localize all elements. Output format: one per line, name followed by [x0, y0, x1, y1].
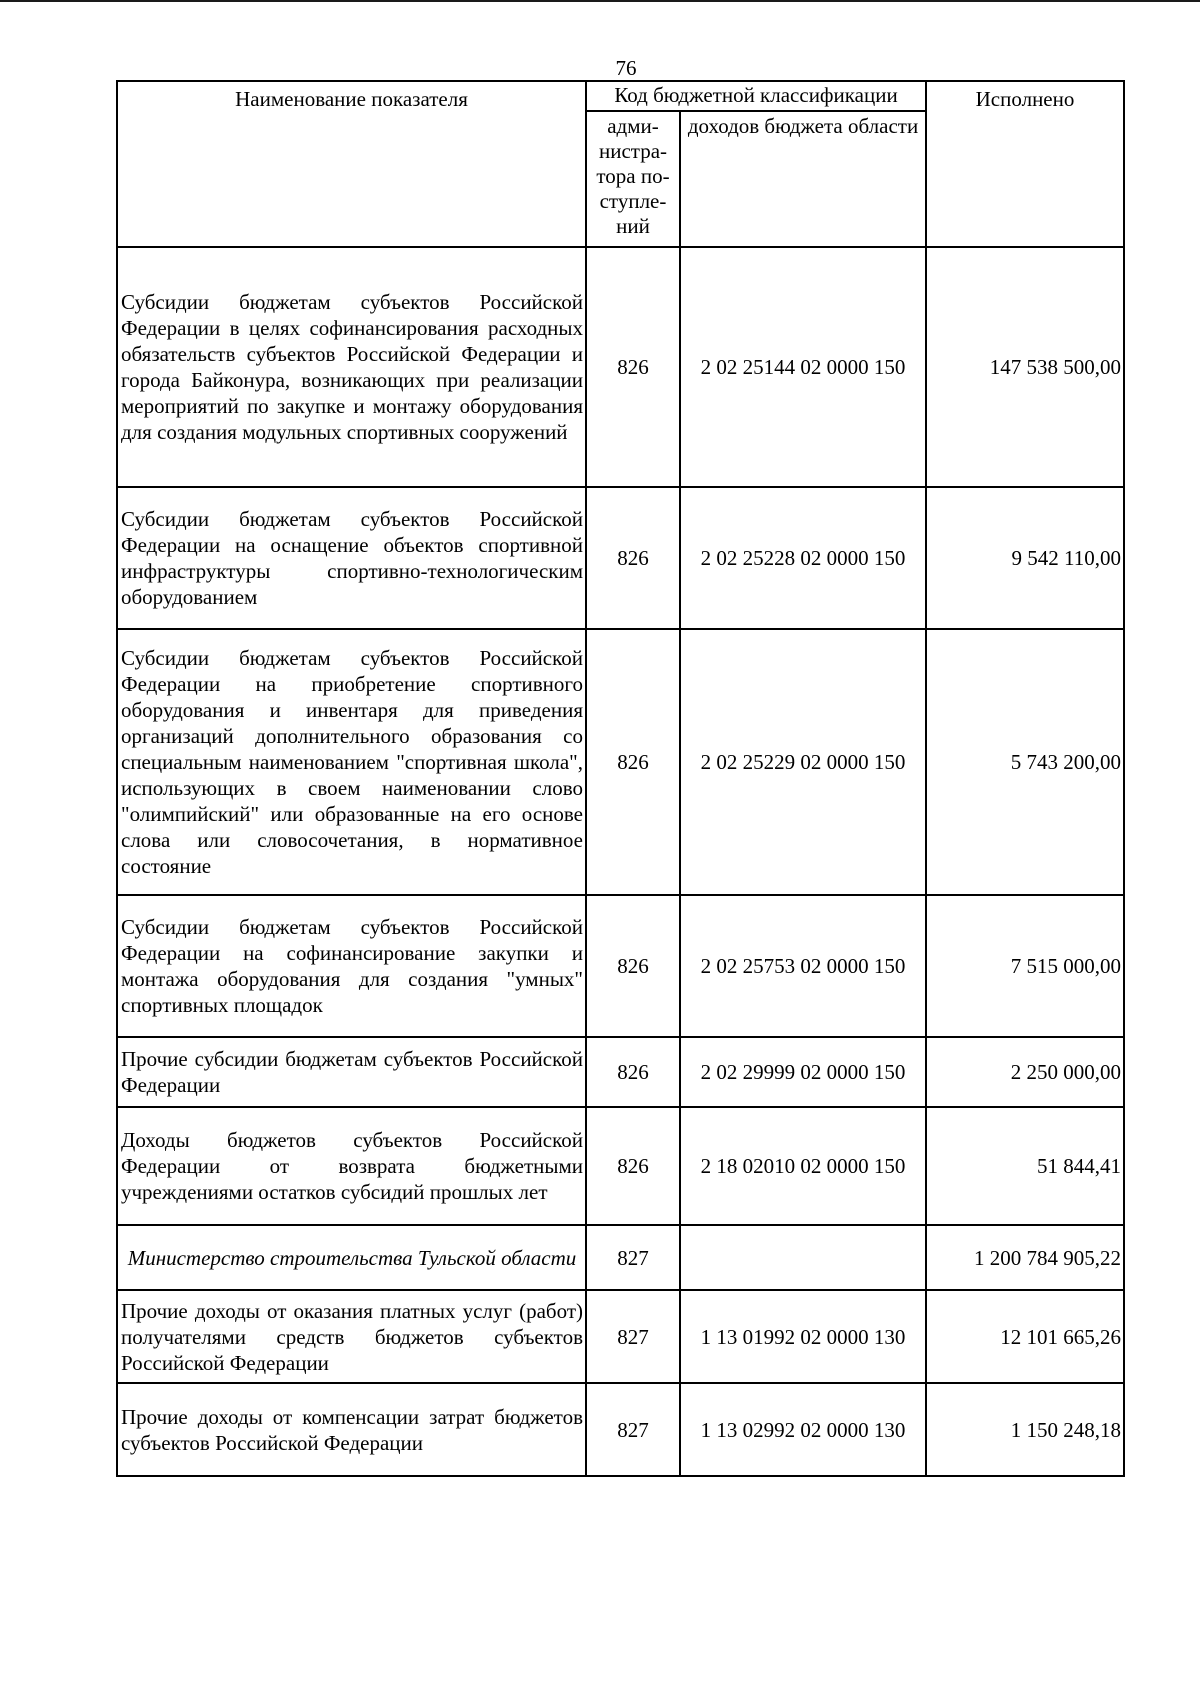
table-row [117, 247, 1124, 487]
row-classification-code: 2 02 25753 02 0000 150 [680, 895, 926, 1037]
table-row [117, 1290, 1124, 1383]
row-indicator-name: Субсидии бюджетам субъектов Российской Федерации на оснащение объектов спортивной инфраструктуры спортивно-технологическим оборудованием [117, 487, 586, 629]
row-administrator-code: 826 [586, 1107, 680, 1225]
row-classification-code: 2 02 25229 02 0000 150 [680, 629, 926, 895]
header-indicator-name: Наименование показателя [117, 81, 586, 247]
table-row-ministry [117, 1225, 1124, 1290]
row-indicator-name: Доходы бюджетов субъектов Российской Федерации от возврата бюджетными учреждениями остатков субсидий прошлых лет [117, 1107, 586, 1225]
row-executed-amount: 1 150 248,18 [926, 1383, 1124, 1476]
row-classification-code: 2 02 29999 02 0000 150 [680, 1037, 926, 1107]
row-administrator-code: 827 [586, 1290, 680, 1383]
page-top-border [0, 0, 1200, 2]
row-executed-amount: 7 515 000,00 [926, 895, 1124, 1037]
header-administrator: адми-нистра-тора по-ступле-ний [586, 111, 680, 247]
row-indicator-name: Субсидии бюджетам субъектов Российской Федерации на приобретение спортивного оборудования и инвентаря для приведения организаций дополнительного образования со специальным наименованием "спортивная школа", использующих в своем наименовании слово "олимпийский" или образованные на его основе слова или словосочетания, в нормативное состояние [117, 629, 586, 895]
row-executed-amount: 2 250 000,00 [926, 1037, 1124, 1107]
row-executed-amount: 51 844,41 [926, 1107, 1124, 1225]
row-administrator-code: 826 [586, 895, 680, 1037]
row-classification-code [680, 1225, 926, 1290]
row-administrator-code: 826 [586, 629, 680, 895]
budget-income-table [116, 80, 1125, 1477]
row-ministry-name: Министерство строительства Тульской области [117, 1225, 586, 1290]
row-indicator-name: Прочие доходы от оказания платных услуг (работ) получателями средств бюджетов субъектов Российской Федерации [117, 1290, 586, 1383]
header-classification-code: Код бюджетной классификации [586, 81, 926, 111]
table-row [117, 1037, 1124, 1107]
header-region-income: доходов бюджета области [680, 111, 926, 247]
row-executed-amount: 5 743 200,00 [926, 629, 1124, 895]
header-executed: Исполнено [926, 81, 1124, 247]
table-row [117, 629, 1124, 895]
row-administrator-code: 826 [586, 1037, 680, 1107]
row-administrator-code: 826 [586, 247, 680, 487]
header-row-top [117, 81, 1124, 111]
row-indicator-name: Прочие доходы от компенсации затрат бюджетов субъектов Российской Федерации [117, 1383, 586, 1476]
table-row [117, 487, 1124, 629]
row-administrator-code: 826 [586, 487, 680, 629]
row-classification-code: 2 02 25228 02 0000 150 [680, 487, 926, 629]
table-header [117, 81, 1124, 247]
row-indicator-name: Субсидии бюджетам субъектов Российской Федерации на софинансирование закупки и монтажа оборудования для создания "умных" спортивных площадок [117, 895, 586, 1037]
row-indicator-name: Прочие субсидии бюджетам субъектов Российской Федерации [117, 1037, 586, 1107]
row-executed-amount: 12 101 665,26 [926, 1290, 1124, 1383]
row-indicator-name: Субсидии бюджетам субъектов Российской Федерации в целях софинансирования расходных обязательств субъектов Российской Федерации и города Байконура, возникающих при реализации мероприятий по закупке и монтажу оборудования для создания модульных спортивных сооружений [117, 247, 586, 487]
row-classification-code: 2 18 02010 02 0000 150 [680, 1107, 926, 1225]
row-classification-code: 1 13 01992 02 0000 130 [680, 1290, 926, 1383]
table-row [117, 1383, 1124, 1476]
row-executed-amount: 1 200 784 905,22 [926, 1225, 1124, 1290]
row-classification-code: 1 13 02992 02 0000 130 [680, 1383, 926, 1476]
row-executed-amount: 9 542 110,00 [926, 487, 1124, 629]
row-administrator-code: 827 [586, 1383, 680, 1476]
row-executed-amount: 147 538 500,00 [926, 247, 1124, 487]
table-row [117, 895, 1124, 1037]
table-row [117, 1107, 1124, 1225]
row-administrator-code: 827 [586, 1225, 680, 1290]
table-body [117, 247, 1124, 1476]
page-number: 76 [615, 56, 637, 80]
row-classification-code: 2 02 25144 02 0000 150 [680, 247, 926, 487]
